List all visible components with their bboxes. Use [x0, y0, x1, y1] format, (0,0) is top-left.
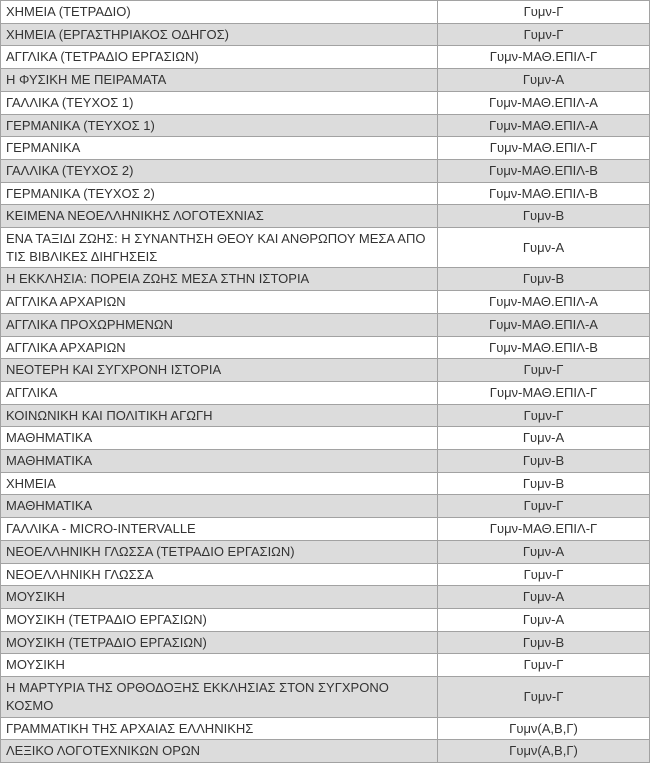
table-row [1, 450, 650, 473]
grade-cell: Γυμν(Α,Β,Γ) [438, 740, 650, 763]
book-title-cell: ΓΑΛΛΙΚΑ - MICRO-INTERVALLE [1, 518, 438, 541]
book-title-cell: ΑΓΓΛΙΚΑ ΑΡΧΑΡΙΩΝ [1, 336, 438, 359]
table-row [1, 291, 650, 314]
book-title-cell: ΓΕΡΜΑΝΙΚΑ [1, 137, 438, 160]
book-title-cell: ΜΟΥΣΙΚΗ (ΤΕΤΡΑΔΙΟ ΕΡΓΑΣΙΩΝ) [1, 608, 438, 631]
table-row [1, 677, 650, 717]
grade-cell: Γυμν-Α [438, 586, 650, 609]
book-title-cell: ΜΟΥΣΙΚΗ (ΤΕΤΡΑΔΙΟ ΕΡΓΑΣΙΩΝ) [1, 631, 438, 654]
grade-cell: Γυμν-ΜΑΘ.ΕΠΙΛ-Γ [438, 381, 650, 404]
grade-cell: Γυμν-Α [438, 69, 650, 92]
grade-cell: Γυμν-Α [438, 228, 650, 268]
table-row [1, 631, 650, 654]
grade-cell: Γυμν-Β [438, 472, 650, 495]
grade-cell: Γυμν-Γ [438, 495, 650, 518]
grade-cell: Γυμν-Γ [438, 563, 650, 586]
grade-cell: Γυμν-ΜΑΘ.ΕΠΙΛ-Β [438, 182, 650, 205]
table-row [1, 518, 650, 541]
book-title-cell: ΚΕΙΜΕΝΑ ΝΕΟΕΛΛΗΝΙΚΗΣ ΛΟΓΟΤΕΧΝΙΑΣ [1, 205, 438, 228]
table-row [1, 427, 650, 450]
grade-cell: Γυμν-ΜΑΘ.ΕΠΙΛ-Β [438, 159, 650, 182]
book-title-cell: ΧΗΜΕΙΑ [1, 472, 438, 495]
table-row [1, 23, 650, 46]
book-title-cell: ΚΟΙΝΩΝΙΚΗ ΚΑΙ ΠΟΛΙΤΙΚΗ ΑΓΩΓΗ [1, 404, 438, 427]
book-title-cell: ΜΑΘΗΜΑΤΙΚΑ [1, 495, 438, 518]
grade-cell: Γυμν-ΜΑΘ.ΕΠΙΛ-Α [438, 291, 650, 314]
book-title-cell: ΝΕΟΕΛΛΗΝΙΚΗ ΓΛΩΣΣΑ [1, 563, 438, 586]
book-title-cell: ΑΓΓΛΙΚΑ (ΤΕΤΡΑΔΙΟ ΕΡΓΑΣΙΩΝ) [1, 46, 438, 69]
table-row [1, 336, 650, 359]
grade-cell: Γυμν-ΜΑΘ.ΕΠΙΛ-Β [438, 336, 650, 359]
book-title-cell: ΓΕΡΜΑΝΙΚΑ (ΤΕΥΧΟΣ 2) [1, 182, 438, 205]
grade-cell: Γυμν-Α [438, 540, 650, 563]
grade-cell: Γυμν-Β [438, 631, 650, 654]
grade-cell: Γυμν-Γ [438, 677, 650, 717]
book-title-cell: ΓΑΛΛΙΚΑ (ΤΕΥΧΟΣ 1) [1, 91, 438, 114]
table-row [1, 228, 650, 268]
table-row [1, 159, 650, 182]
book-title-cell: Η ΕΚΚΛΗΣΙΑ: ΠΟΡΕΙΑ ΖΩΗΣ ΜΕΣΑ ΣΤΗΝ ΙΣΤΟΡΙΑ [1, 268, 438, 291]
book-title-cell: ΑΓΓΛΙΚΑ ΠΡΟΧΩΡΗΜΕΝΩΝ [1, 313, 438, 336]
table-row [1, 654, 650, 677]
grade-cell: Γυμν-Β [438, 450, 650, 473]
table-row [1, 182, 650, 205]
book-title-cell: ΜΟΥΣΙΚΗ [1, 586, 438, 609]
table-row [1, 381, 650, 404]
grade-cell: Γυμν-Γ [438, 404, 650, 427]
table-row [1, 313, 650, 336]
book-title-cell: ΧΗΜΕΙΑ (ΤΕΤΡΑΔΙΟ) [1, 1, 438, 24]
table-row [1, 46, 650, 69]
grade-cell: Γυμν-ΜΑΘ.ΕΠΙΛ-Γ [438, 137, 650, 160]
table-row [1, 586, 650, 609]
grade-cell: Γυμν-ΜΑΘ.ΕΠΙΛ-Γ [438, 518, 650, 541]
book-title-cell: ΜΑΘΗΜΑΤΙΚΑ [1, 427, 438, 450]
table-row [1, 1, 650, 24]
grade-cell: Γυμν-Β [438, 205, 650, 228]
grade-cell: Γυμν-Α [438, 427, 650, 450]
grade-cell: Γυμν-Γ [438, 359, 650, 382]
table-row [1, 404, 650, 427]
book-title-cell: Η ΦΥΣΙΚΗ ΜΕ ΠΕΙΡΑΜΑΤΑ [1, 69, 438, 92]
table-row [1, 608, 650, 631]
table-row [1, 268, 650, 291]
book-title-cell: ΧΗΜΕΙΑ (ΕΡΓΑΣΤΗΡΙΑΚΟΣ ΟΔΗΓΟΣ) [1, 23, 438, 46]
book-title-cell: ΑΓΓΛΙΚΑ ΑΡΧΑΡΙΩΝ [1, 291, 438, 314]
table-row [1, 359, 650, 382]
table-row [1, 717, 650, 740]
book-title-cell: ΓΑΛΛΙΚΑ (ΤΕΥΧΟΣ 2) [1, 159, 438, 182]
table-row [1, 205, 650, 228]
table-row [1, 91, 650, 114]
grade-cell: Γυμν-Α [438, 608, 650, 631]
books-table-body [1, 1, 650, 763]
table-row [1, 540, 650, 563]
book-title-cell: ΓΡΑΜΜΑΤΙΚΗ ΤΗΣ ΑΡΧΑΙΑΣ ΕΛΛΗΝΙΚΗΣ [1, 717, 438, 740]
grade-cell: Γυμν(Α,Β,Γ) [438, 717, 650, 740]
grade-cell: Γυμν-Γ [438, 1, 650, 24]
grade-cell: Γυμν-ΜΑΘ.ΕΠΙΛ-Α [438, 114, 650, 137]
table-row [1, 495, 650, 518]
book-title-cell: ΜΑΘΗΜΑΤΙΚΑ [1, 450, 438, 473]
book-title-cell: ΝΕΟΕΛΛΗΝΙΚΗ ΓΛΩΣΣΑ (ΤΕΤΡΑΔΙΟ ΕΡΓΑΣΙΩΝ) [1, 540, 438, 563]
grade-cell: Γυμν-Γ [438, 23, 650, 46]
grade-cell: Γυμν-ΜΑΘ.ΕΠΙΛ-Α [438, 91, 650, 114]
book-title-cell: ΕΝΑ ΤΑΞΙΔΙ ΖΩΗΣ: Η ΣΥΝΑΝΤΗΣΗ ΘΕΟΥ ΚΑΙ ΑΝΘΡΩΠΟΥ ΜΕΣΑ ΑΠΟ ΤΙΣ ΒΙΒΛΙΚΕΣ ΔΙΗΓΗΣΕΙΣ [1, 228, 438, 268]
table-row [1, 472, 650, 495]
table-row [1, 114, 650, 137]
table-row [1, 740, 650, 763]
book-title-cell: ΓΕΡΜΑΝΙΚΑ (ΤΕΥΧΟΣ 1) [1, 114, 438, 137]
grade-cell: Γυμν-ΜΑΘ.ΕΠΙΛ-Α [438, 313, 650, 336]
book-title-cell: ΜΟΥΣΙΚΗ [1, 654, 438, 677]
book-title-cell: ΛΕΞΙΚΟ ΛΟΓΟΤΕΧΝΙΚΩΝ ΟΡΩΝ [1, 740, 438, 763]
grade-cell: Γυμν-Γ [438, 654, 650, 677]
book-title-cell: Η ΜΑΡΤΥΡΙΑ ΤΗΣ ΟΡΘΟΔΟΞΗΣ ΕΚΚΛΗΣΙΑΣ ΣΤΟΝ ΣΥΓΧΡΟΝΟ ΚΟΣΜΟ [1, 677, 438, 717]
table-row [1, 69, 650, 92]
book-title-cell: ΝΕΟΤΕΡΗ ΚΑΙ ΣΥΓΧΡΟΝΗ ΙΣΤΟΡΙΑ [1, 359, 438, 382]
table-row [1, 563, 650, 586]
table-row [1, 137, 650, 160]
book-title-cell: ΑΓΓΛΙΚΑ [1, 381, 438, 404]
grade-cell: Γυμν-ΜΑΘ.ΕΠΙΛ-Γ [438, 46, 650, 69]
grade-cell: Γυμν-Β [438, 268, 650, 291]
